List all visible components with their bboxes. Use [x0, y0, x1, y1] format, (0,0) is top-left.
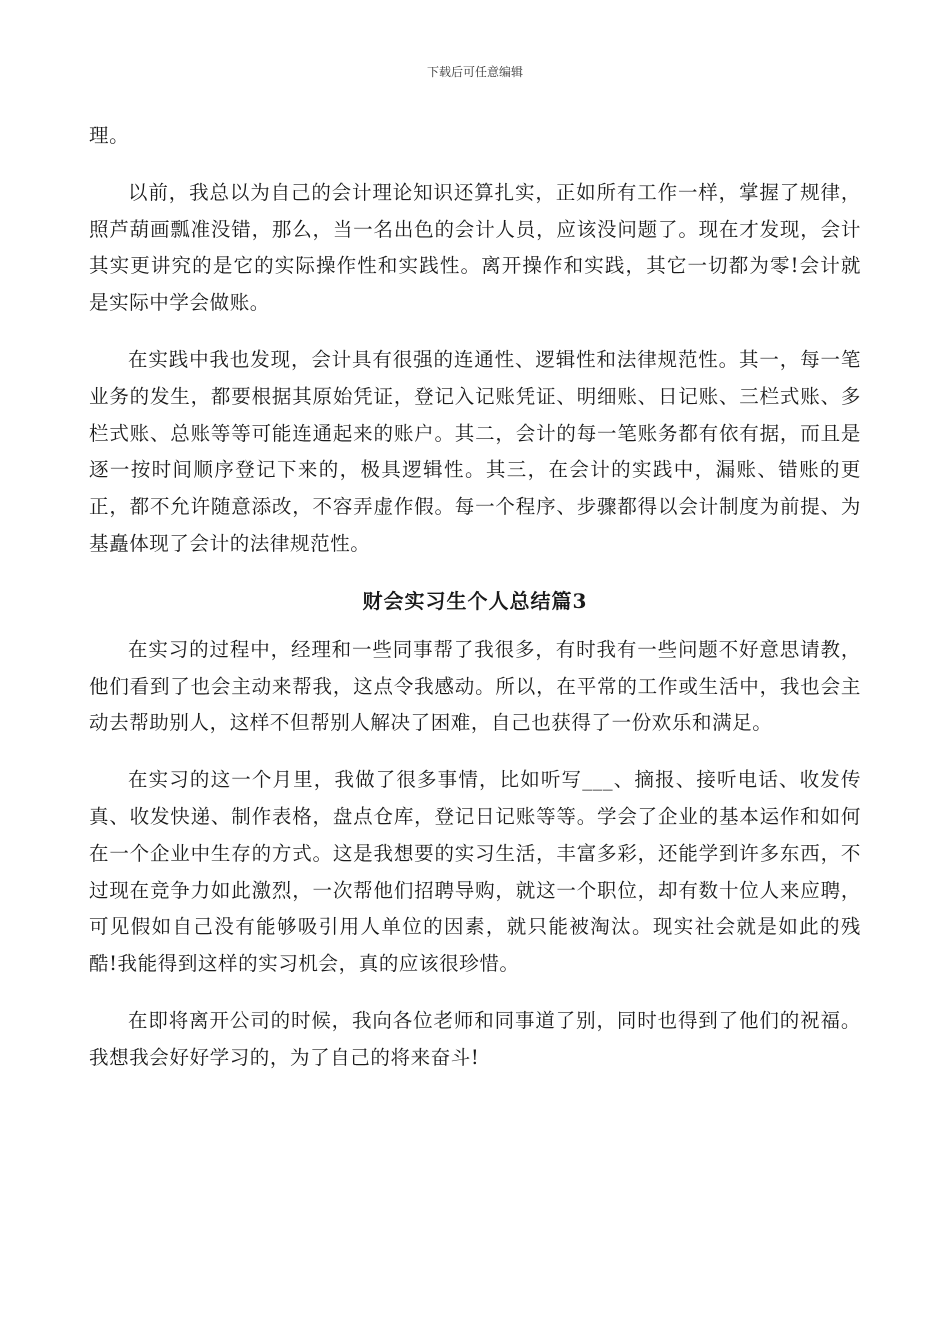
paragraph-continuation: 理。: [89, 124, 130, 147]
section-title: 财会实习生个人总结篇3: [362, 588, 588, 613]
page-header: 下载后可任意编辑: [426, 65, 523, 79]
document-body: [89, 118, 861, 1097]
paragraph-colleagues-help: 在实习的过程中，经理和一些同事帮了我很多，有时我有一些问题不好意思请教，他们看到了也会主动来帮我，这点令我感动。所以，在平常的工作或生活中，我也会主动去帮助别人，这样不但帮别人解决了困难，自己也获得了一份欢乐和满足。: [89, 637, 861, 735]
paragraph-internship-tasks: 在实习的这一个月里，我做了很多事情，比如听写___、摘报、接听电话、收发传真、收发快递、制作表格，盘点仓库，登记日记账等等。学会了企业的基本运作和如何在一个企业中生存的方式。这是我想要的实习生活，丰富多彩，还能学到许多东西，不过现在竞争力如此激烈，一次帮他们招聘导购，就这一个职位，却有数十位人来应聘，可见假如自己没有能够吸引用人单位的因素，就只能被淘汰。现实社会就是如此的残酷!我能得到这样的实习机会，真的应该很珍惜。: [89, 768, 861, 976]
paragraph-farewell: 在即将离开公司的时候，我向各位老师和同事道了别，同时也得到了他们的祝福。我想我会好好学习的，为了自己的将来奋斗!: [89, 1008, 861, 1069]
paragraph-accounting-theory: 以前，我总以为自己的会计理论知识还算扎实，正如所有工作一样，掌握了规律，照芦葫画瓢准没错，那么，当一名出色的会计人员，应该没问题了。现在才发现，会计其实更讲究的是它的实际操作性和实践性。离开操作和实践，其它一切都为零!会计就是实际中学会做账。: [89, 180, 861, 315]
paragraph-accounting-practice: 在实践中我也发现，会计具有很强的连通性、逻辑性和法律规范性。其一，每一笔业务的发生，都要根据其原始凭证，登记入记账凭证、明细账、日记账、三栏式账、多栏式账、总账等等可能连通起来的账户。其二，会计的每一笔账务都有依有据，而且是逐一按时间顺序登记下来的，极具逻辑性。其三，在会计的实践中，漏账、错账的更正，都不允许随意添改，不容弄虚作假。每一个程序、步骤都得以会计制度为前提、为基矗体现了会计的法律规范性。: [89, 347, 861, 555]
